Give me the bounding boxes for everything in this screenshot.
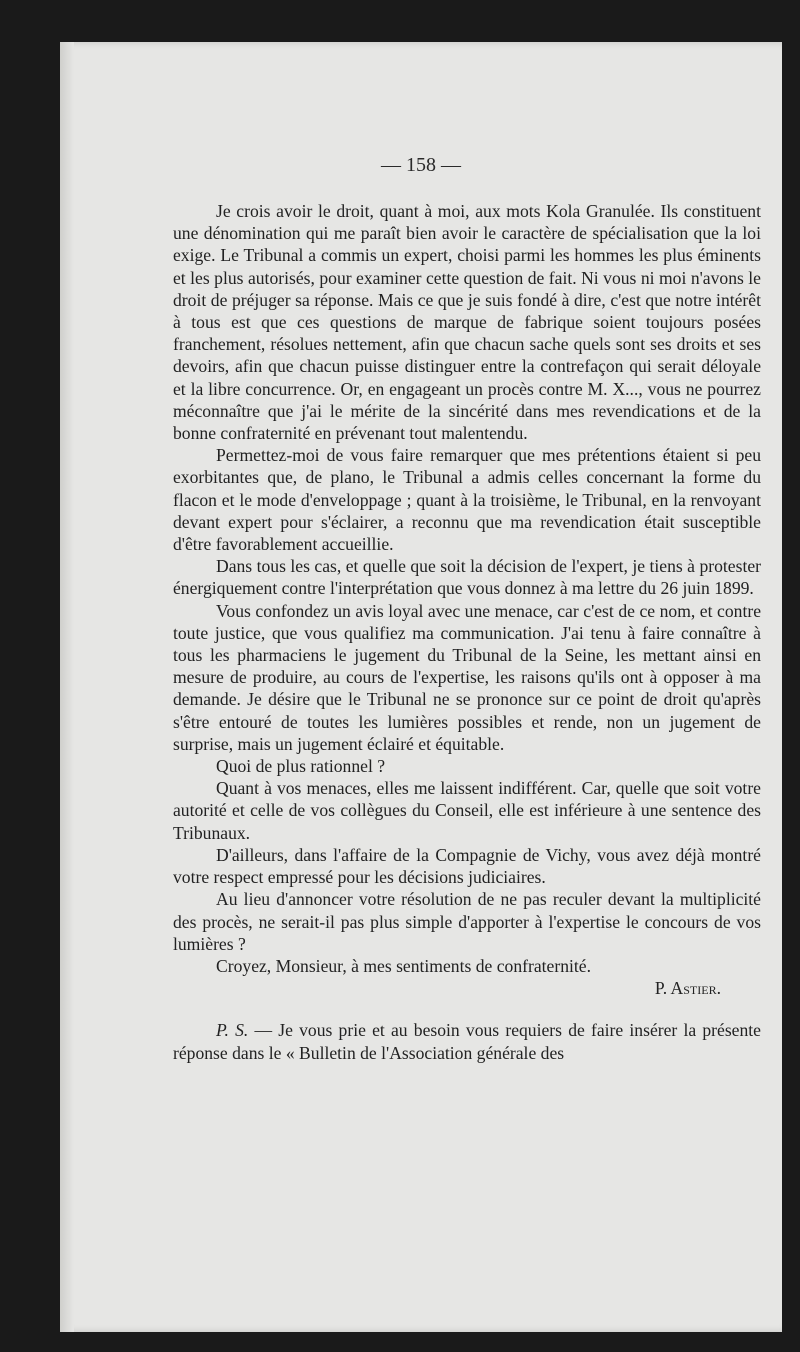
document-page	[60, 42, 782, 1332]
paragraph-1: Je crois avoir le droit, quant à moi, aux mots Kola Granulée. Ils constituent une dénomination qui me paraît bien avoir le caractère de spécialisation que la loi exige. Le Tribunal a commis un expert, choisi parmi les hommes les plus éminents et les plus autorisés, pour examiner cette question de fait. Ni vous ni moi n'avons le droit de préjuger sa réponse. Mais ce que je suis fondé à dire, c'est que notre intérêt à tous est que ces questions de marque de fabrique soient toujours posées franchement, résolues nettement, afin que chacun sache quels sont ses droits et ses devoirs, afin que chacun puisse distinguer entre la contrefaçon qui serait déloyale et la libre concurrence. Or, en engageant un procès contre M. X..., vous ne pourrez méconnaître que j'ai le mérite de la sincérité dans mes revendications et de la bonne confraternité en prévenant tout malentendu.	[173, 201, 761, 444]
paragraph-9: Croyez, Monsieur, à mes sentiments de confraternité.	[216, 955, 592, 976]
page-binding-shadow	[60, 42, 74, 1332]
postscript-text: — Je vous prie et au besoin vous requiers de faire insérer la présente réponse dans le « Bulletin de l'Association générale des	[173, 1020, 761, 1063]
page-number: — 158 —	[381, 154, 461, 176]
paragraph-7: D'ailleurs, dans l'affaire de la Compagnie de Vichy, vous avez déjà montré votre respect empressé pour les décisions judiciaires.	[173, 844, 761, 888]
paragraph-4: Vous confondez un avis loyal avec une menace, car c'est de ce nom, et contre toute justice, que vous qualifiez ma communication. J'ai tenu à faire connaître à tous les pharmaciens le jugement du Tribunal de la Seine, les mettant ainsi en mesure de produire, au cours de l'expertise, les raisons qu'ils ont à opposer à ma demande. Je désire que le Tribunal ne se prononce sur ce point de droit qu'après s'être entouré de toutes les lumières possibles et rende, non un jugement de surprise, mais un jugement éclairé et équitable.	[173, 600, 761, 754]
paragraph-5: Quoi de plus rationnel ?	[216, 756, 386, 777]
paragraph-8: Au lieu d'annoncer votre résolution de ne pas reculer devant la multiplicité des procès, ne serait-il pas plus simple d'apporter à l'expertise le concours de vos lumières ?	[173, 889, 761, 954]
postscript-label: P. S.	[216, 1020, 249, 1041]
paragraph-2: Permettez-moi de vous faire remarquer que mes prétentions étaient si peu exorbitantes que, de plano, le Tribunal a admis celles concernant la forme du flacon et le mode d'enveloppage ; quant à la troisième, le Tribunal, en la renvoyant devant expert pour s'éclairer, a reconnu que ma revendication était susceptible d'être favorablement accueillie.	[173, 445, 761, 555]
paragraph-3: Dans tous les cas, et quelle que soit la décision de l'expert, je tiens à protester énergiquement contre l'interprétation que vous donnez à ma lettre du 26 juin 1899.	[173, 556, 761, 599]
signature: P. Astier.	[654, 978, 721, 999]
body-text	[173, 200, 761, 1064]
postscript	[173, 1019, 761, 1063]
paragraph-6: Quant à vos menaces, elles me laissent indifférent. Car, quelle que soit votre autorité et celle de vos collègues du Conseil, elle est inférieure à une sentence des Tribunaux.	[173, 778, 761, 843]
